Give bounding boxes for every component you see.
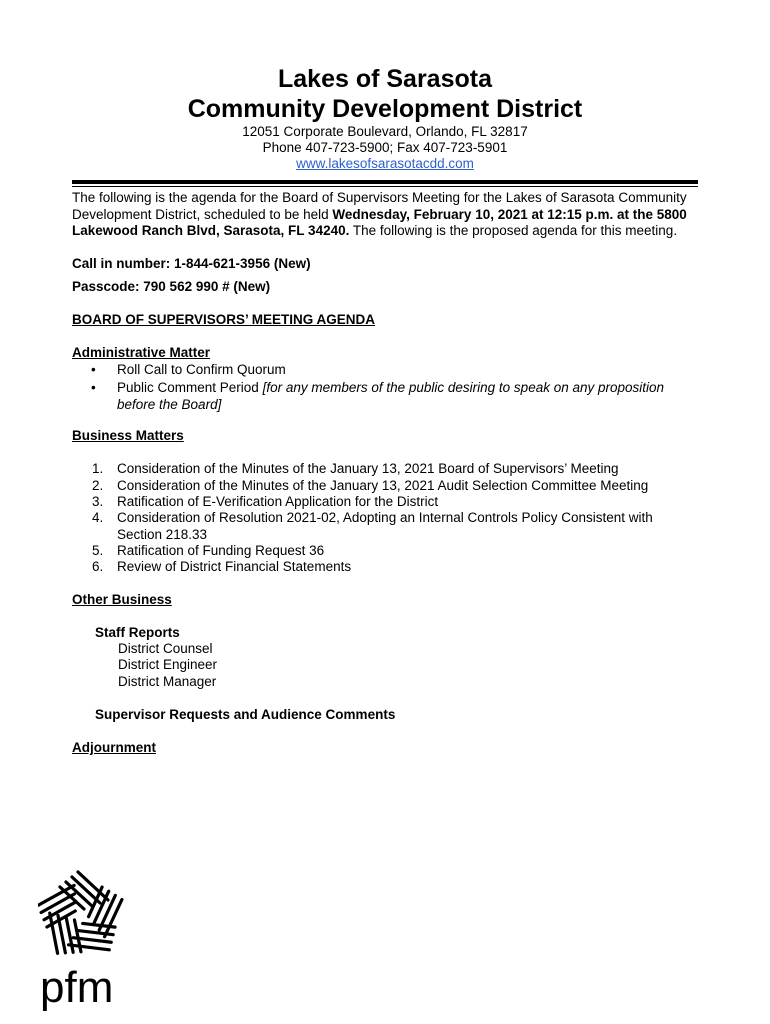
business-item-text: Ratification of Funding Request 36 xyxy=(117,543,325,558)
list-item xyxy=(92,478,702,495)
intro-text: The following is the agenda for the Board of Supervisors Meeting for the Lakes of Sarasota Community Development District, scheduled to be held xyxy=(72,190,687,222)
staff-report-item: District Engineer xyxy=(118,657,218,672)
list-item xyxy=(92,494,702,511)
business-item-text: Consideration of the Minutes of the January 13, 2021 Audit Selection Committee Meeting xyxy=(117,478,649,493)
district-name-line1: Lakes of Sarasota xyxy=(278,65,492,93)
pfm-logo xyxy=(38,868,124,1014)
item-number: 3. xyxy=(92,494,104,509)
list-item xyxy=(91,362,701,379)
address: 12051 Corporate Boulevard, Orlando, FL 32817 xyxy=(242,124,528,139)
passcode: Passcode: 790 562 990 # (New) xyxy=(72,279,271,294)
bullet-mark: • xyxy=(91,362,96,377)
business-item-text: Consideration of Resolution 2021-02, Adopting an Internal Controls Policy Consistent with Section 218.33 xyxy=(117,510,653,542)
business-matters-heading: Business Matters xyxy=(72,428,184,443)
district-name-line2: Community Development District xyxy=(187,95,583,123)
item-number: 4. xyxy=(92,510,104,525)
bullet-mark: • xyxy=(91,380,96,395)
roll-call-item: Roll Call to Confirm Quorum xyxy=(117,362,286,377)
staff-report-item: District Manager xyxy=(118,674,217,689)
item-number: 6. xyxy=(92,559,104,574)
item-number: 2. xyxy=(92,478,104,493)
letterhead xyxy=(0,64,770,172)
administrative-matter-heading: Administrative Matter xyxy=(72,345,211,360)
other-business-heading: Other Business xyxy=(72,592,172,607)
list-item xyxy=(92,510,702,543)
business-item-text: Review of District Financial Statements xyxy=(117,559,352,574)
adjournment-heading: Adjournment xyxy=(72,740,156,755)
staff-reports-heading: Staff Reports xyxy=(95,625,180,640)
call-in-number: Call in number: 1-844-621-3956 (New) xyxy=(72,256,311,271)
supervisor-requests-heading: Supervisor Requests and Audience Comments xyxy=(95,707,396,722)
business-item-text: Ratification of E-Verification Application for the District xyxy=(117,494,439,509)
public-comment-item: Public Comment Period xyxy=(117,380,263,395)
phone-fax: Phone 407-723-5900; Fax 407-723-5901 xyxy=(262,140,508,155)
intro-text-end: The following is the proposed agenda for this meeting. xyxy=(349,223,678,238)
agenda-heading: BOARD OF SUPERVISORS’ MEETING AGENDA xyxy=(72,312,376,327)
item-number: 5. xyxy=(92,543,104,558)
list-item xyxy=(92,461,702,478)
public-comment-note: [for any members of the public desiring to speak on any proposition before the Board] xyxy=(117,380,665,412)
pfm-wordmark: pfm xyxy=(40,963,114,1012)
website-link[interactable]: www.lakesofsarasotacdd.com xyxy=(296,156,474,171)
item-number: 1. xyxy=(92,461,104,476)
list-item xyxy=(92,543,702,560)
header-divider-thick xyxy=(72,180,698,184)
list-item xyxy=(91,380,701,413)
header-divider-thin xyxy=(72,186,698,187)
intro-paragraph xyxy=(72,190,700,240)
business-item-text: Consideration of the Minutes of the January 13, 2021 Board of Supervisors’ Meeting xyxy=(117,461,619,476)
list-item xyxy=(92,559,702,576)
meeting-date-location: Wednesday, February 10, 2021 at 12:15 p.m. at the 5800 Lakewood Ranch Blvd, Sarasota, FL 34240. xyxy=(72,206,687,238)
staff-report-item: District Counsel xyxy=(118,641,213,656)
pfm-logo-icon xyxy=(38,868,124,1014)
